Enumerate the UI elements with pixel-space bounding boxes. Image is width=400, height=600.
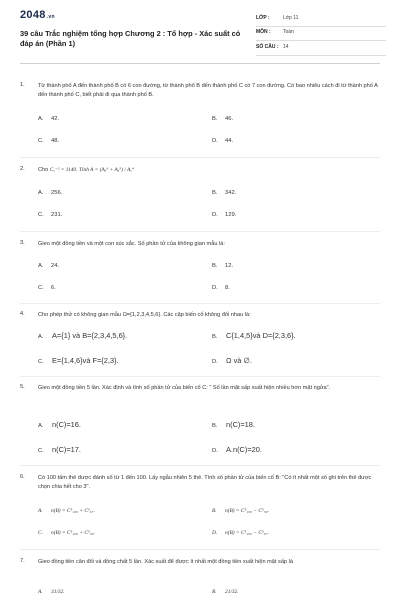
question-divider (20, 303, 380, 304)
question-text: Gieo đồng tiền cân đối và đồng chất 5 lần. Xác suất để được ít nhất một đồng tiền xuất hiện mặt sấp là (38, 559, 293, 565)
question-number: 2. (20, 166, 25, 172)
option-c[interactable]: C. E={1,4,6}và F={2,3}. (38, 356, 119, 365)
formula: Tính A = (Aₓ⁶ + Aₓ⁵) / Aₓ⁴ (79, 167, 134, 173)
option-b[interactable]: B. 46. (212, 116, 234, 122)
logo-suffix: .vn (46, 14, 55, 20)
option-c[interactable]: C. 6. (38, 285, 56, 291)
question-text: Từ thành phố A đến thành phố B có 6 con đường, từ thành phố B đến thành phố C có 7 con đường. Có bao nhiêu cách đi từ thành phố A đến thành phố C, biết phải đi qua thành phố B. (38, 83, 378, 98)
document-title: 39 câu Trắc nghiệm tổng hợp Chương 2 : Tổ hợp - Xác suất có đáp án (Phần 1) (20, 29, 241, 48)
formula: Cₓ⁻² = 1140. (49, 167, 78, 173)
question-divider (20, 376, 380, 377)
logo-text: 2048 (20, 9, 46, 21)
question-number: 1. (20, 82, 25, 88)
option-d[interactable]: D. 44. (212, 138, 234, 144)
question-divider (20, 157, 380, 158)
option-b[interactable]: B. C{1,4,5}và D={2,3,6}. (212, 331, 296, 340)
meta-key: LỚP : (256, 15, 270, 21)
option-b[interactable]: B. n(C)=18. (212, 420, 255, 429)
site-logo[interactable] (20, 9, 55, 21)
option-b[interactable]: B. 12. (212, 263, 234, 269)
option-a[interactable]: A. A={1} và B={2,3,4,5,6}. (38, 331, 128, 340)
question-number: 3. (20, 240, 25, 246)
question-text: Có 100 tấm thẻ được đánh số từ 1 đến 100. Lấy ngẫu nhiên 5 thẻ. Tính số phần tử của biến cố B: "Có ít nhất một số ghi trên thẻ được chọn chia hết cho 3". (38, 475, 372, 490)
option-d[interactable]: D. 129. (212, 212, 237, 218)
question-number: 4. (20, 311, 25, 317)
question-number: 7. (20, 558, 25, 564)
meta-class (256, 14, 386, 27)
question-number: 6. (20, 474, 25, 480)
header-divider (20, 63, 380, 64)
option-a[interactable]: A. n(C)=16. (38, 420, 81, 429)
question-text: Gieo một đồng tiền 5 lần. Xác định và tính số phần tử của biến cố C: " Số lần mặt sấp xuất hiện nhiều hơn mặt ngửa". (38, 385, 331, 391)
option-c[interactable]: C. n(C)=17. (38, 445, 81, 454)
option-a[interactable]: A. 24. (38, 263, 60, 269)
option-d[interactable]: D. 8. (212, 285, 230, 291)
question-divider (20, 465, 380, 466)
option-b[interactable]: B. n(B) = C⁵₁₀₀ − C⁵₅₀. (212, 508, 269, 514)
question-number: 5. (20, 384, 25, 390)
meta-value: 14 (283, 44, 289, 50)
question-divider (20, 231, 380, 232)
meta-value: Lớp 11 (283, 15, 299, 21)
option-d[interactable]: D. A.n(C)=20. (212, 445, 262, 454)
question-text: Cho Cₓ⁻² = 1140. Tính A = (Aₓ⁶ + Aₓ⁵) / Aₓ⁴ (38, 167, 134, 173)
option-c[interactable]: C. 48. (38, 138, 60, 144)
meta-subject (256, 28, 386, 41)
option-c[interactable]: C. 231. (38, 212, 63, 218)
option-d[interactable]: D. n(B) = C⁵₁₀₀ − C⁵₆₇. (212, 530, 269, 536)
question-divider (20, 549, 380, 550)
option-a[interactable]: A. 42. (38, 116, 60, 122)
page-header (0, 0, 400, 62)
meta-key: SỐ CÂU : (256, 44, 279, 50)
option-b[interactable]: B. 342. (212, 190, 237, 196)
option-c[interactable]: C. n(B) = C⁵₁₀₀ + C⁵₅₀. (38, 530, 95, 536)
option-a[interactable]: A. 256. (38, 190, 63, 196)
option-a[interactable]: A. 31/32. (38, 589, 65, 595)
question-text: Cho phép thử có không gian mẫu Ω={1,2,3,4,5,6}. Các cặp biến cố không đối nhau là: (38, 312, 251, 318)
meta-count (256, 43, 386, 56)
meta-key: MÔN : (256, 29, 271, 35)
option-d[interactable]: D. Ω và ∅. (212, 356, 252, 365)
question-text: Gieo một đồng tiền và một con súc sắc. Số phần tử của không gian mẫu là: (38, 241, 225, 247)
option-a[interactable]: A. n(B) = C⁵₁₀₀ + C⁵₆₇. (38, 508, 95, 514)
option-b[interactable]: B. 21/32. (212, 589, 239, 595)
meta-value: Toán (283, 29, 294, 35)
